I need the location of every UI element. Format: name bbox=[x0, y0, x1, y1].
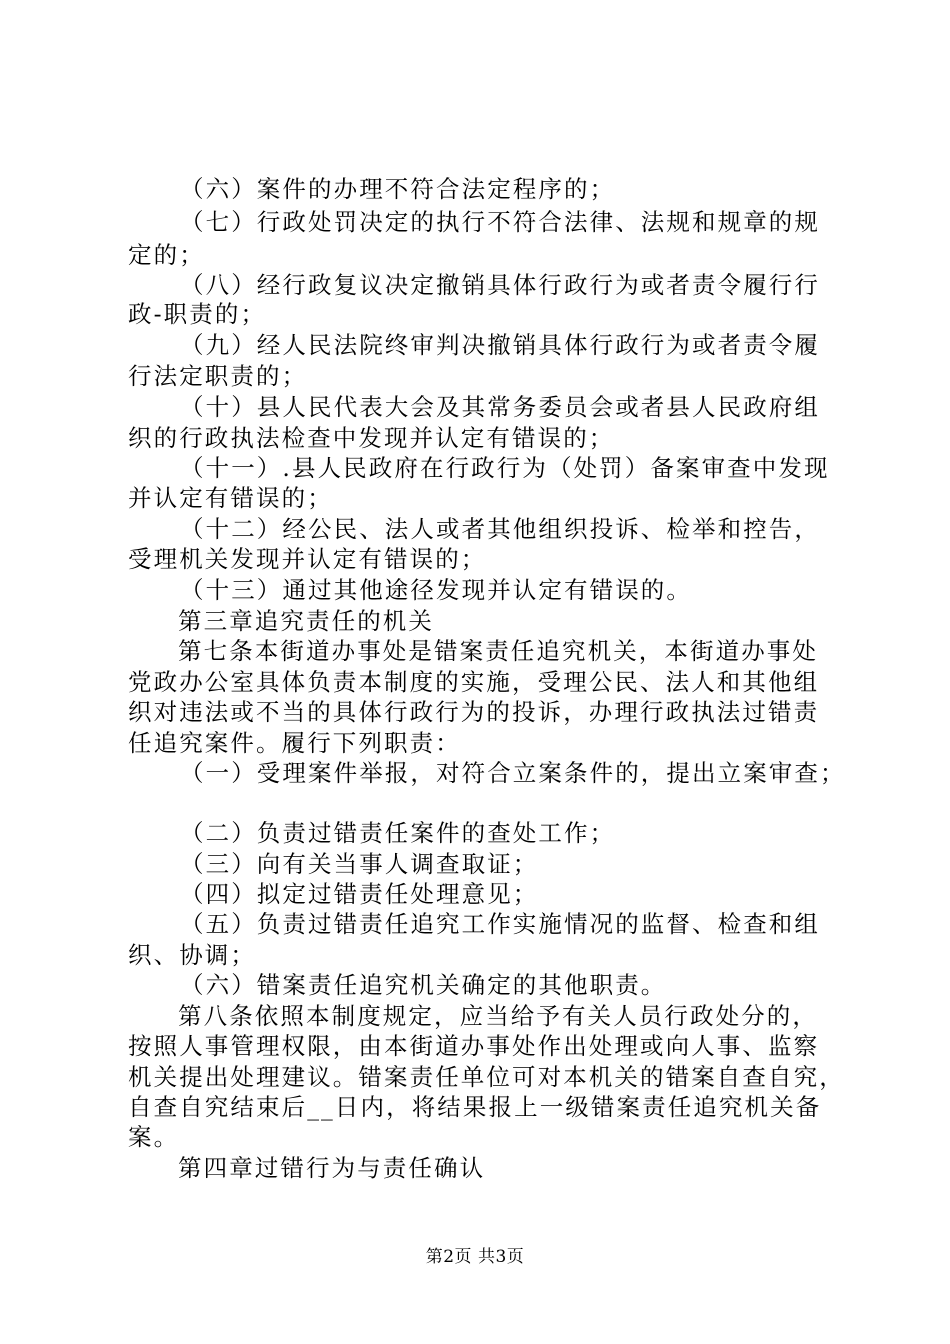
paragraph-line: （八）经行政复议决定撤销具体行政行为或者责令履行行 bbox=[180, 271, 820, 299]
paragraph-line: （一）受理案件举报，对符合立案条件的，提出立案审查； bbox=[180, 759, 846, 787]
page-footer: 第2页 共3页 bbox=[425, 1247, 525, 1267]
paragraph-line: 机关提出处理建议。错案责任单位可对本机关的错案自查自究， bbox=[128, 1063, 845, 1091]
paragraph-line: 织对违法或不当的具体行政行为的投诉，办理行政执法过错责 bbox=[128, 698, 820, 726]
paragraph-line: （二）负责过错责任案件的查处工作； bbox=[180, 819, 616, 847]
paragraph-line: （十一）.县人民政府在行政行为（处罚）备案审查中发现 bbox=[180, 454, 830, 482]
paragraph-line: （九）经人民法院终审判决撤销具体行政行为或者责令履 bbox=[180, 331, 820, 359]
paragraph-line: 党政办公室具体负责本制度的实施，受理公民、法人和其他组 bbox=[128, 668, 820, 696]
chapter-heading: 第四章过错行为与责任确认 bbox=[178, 1154, 486, 1182]
paragraph-line: 行法定职责的； bbox=[128, 362, 308, 390]
paragraph-line: （六）案件的办理不符合法定程序的； bbox=[180, 175, 616, 203]
paragraph-line: 按照人事管理权限，由本街道办事处作出处理或向人事、监察 bbox=[128, 1032, 820, 1060]
chapter-heading: 第三章追究责任的机关 bbox=[178, 607, 434, 635]
paragraph-line: （十二）经公民、法人或者其他组织投诉、检举和控告， bbox=[180, 515, 820, 543]
paragraph-line: （四）拟定过错责任处理意见； bbox=[180, 880, 539, 908]
paragraph-line: （十三）通过其他途径发现并认定有错误的。 bbox=[180, 576, 692, 604]
paragraph-line: （十）县人民代表大会及其常务委员会或者县人民政府组 bbox=[180, 393, 820, 421]
paragraph-line: 织、协调； bbox=[128, 941, 256, 969]
paragraph-line: （五）负责过错责任追究工作实施情况的监督、检查和组 bbox=[180, 910, 820, 938]
paragraph-line: 自查自究结束后__日内，将结果报上一级错案责任追究机关备 bbox=[128, 1093, 822, 1121]
paragraph-line: 案。 bbox=[128, 1123, 180, 1151]
paragraph-line: 并认定有错误的； bbox=[128, 484, 333, 512]
paragraph-line: 第七条本街道办事处是错案责任追究机关，本街道办事处 bbox=[178, 637, 818, 665]
paragraph-line: 织的行政执法检查中发现并认定有错误的； bbox=[128, 424, 615, 452]
paragraph-line: 政-职责的； bbox=[128, 300, 267, 328]
paragraph-line: 定的； bbox=[128, 241, 205, 269]
paragraph-line: 受理机关发现并认定有错误的； bbox=[128, 545, 487, 573]
paragraph-line: 任追究案件。履行下列职责： bbox=[128, 729, 461, 757]
paragraph-line: （三）向有关当事人调查取证； bbox=[180, 850, 539, 878]
paragraph-line: （七）行政处罚决定的执行不符合法律、法规和规章的规 bbox=[180, 208, 820, 236]
paragraph-line: （六）错案责任追究机关确定的其他职责。 bbox=[180, 971, 667, 999]
paragraph-line: 第八条依照本制度规定，应当给予有关人员行政处分的， bbox=[178, 1002, 818, 1030]
